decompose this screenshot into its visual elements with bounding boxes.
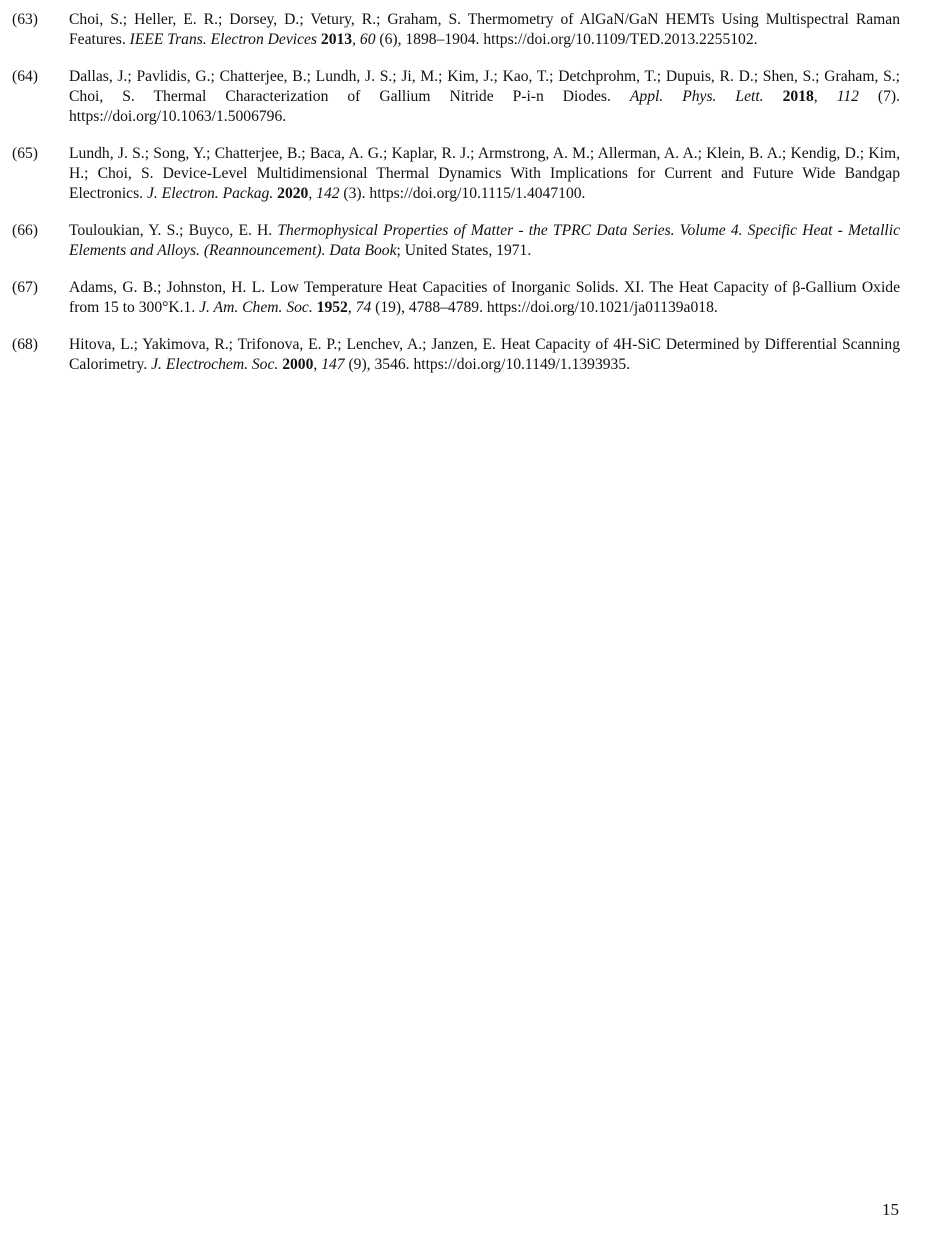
reference-number: (68): [12, 336, 38, 353]
reference-title: Thermophysical Properties of Matter - the TPRC Data Series. Volume 4. Specific Heat - Metallic Elements and Alloys. (Reannouncement). Data Book: [69, 222, 900, 259]
reference-issue: (6),: [375, 31, 406, 48]
reference-number: (63): [12, 11, 38, 28]
reference-authors: Adams, G. B.; Johnston, H. L.: [69, 279, 266, 296]
reference-authors: Dallas, J.; Pavlidis, G.; Chatterjee, B.; Lundh, J. S.; Ji, M.; Kim, J.; Kao, T.; Detchprohm, T.; Dupuis, R. D.; Shen, S.; Graham, S.; Choi, S.: [69, 68, 900, 105]
reference-issue: (19),: [371, 299, 409, 316]
reference-number: (66): [12, 222, 38, 239]
reference-issue: (7).: [858, 88, 900, 105]
reference-authors: Touloukian, Y. S.; Buyco, E. H.: [69, 222, 278, 239]
reference-year: 2000: [282, 356, 314, 373]
reference-doi-link[interactable]: https://doi.org/10.1109/TED.2013.2255102.: [483, 31, 758, 48]
reference-authors: Lundh, J. S.; Song, Y.; Chatterjee, B.; Baca, A. G.; Kaplar, R. J.; Armstrong, A. M.; Allerman, A. A.; Klein, B. A.; Kendig, D.; Kim, H.; Choi, S.: [69, 145, 900, 182]
reference-volume: 112: [836, 88, 859, 105]
reference-doi-link[interactable]: https://doi.org/10.1021/ja01139a018.: [486, 299, 718, 316]
reference-number: (64): [12, 68, 38, 85]
reference-year: 2020: [277, 185, 309, 202]
reference-item: (65) Lundh, J. S.; Song, Y.; Chatterjee, B.; Baca, A. G.; Kaplar, R. J.; Armstrong, A. M.; Allerman, A. A.; Klein, B. A.; Kendig, D.; Kim, H.; Choi, S. Device-Level Multidimensional Thermal Dynamics With Implications for Current and Future Wide Bandgap Electronics. J. Electron. Packag. 2020, 142 (3). https://doi.org/10.1115/1.4047100.: [12, 145, 900, 202]
reference-item: (68) Hitova, L.; Yakimova, R.; Trifonova, E. P.; Lenchev, A.; Janzen, E. Heat Capacity of 4H-SiC Determined by Differential Scanning Calorimetry. J. Electrochem. Soc. 2000, 147 (9), 3546. https://doi.org/10.1149/1.1393935.: [12, 336, 900, 373]
reference-publisher: ; United States, 1971.: [396, 242, 532, 259]
reference-volume: 147: [321, 356, 345, 373]
reference-doi-link[interactable]: https://doi.org/10.1115/1.4047100.: [369, 185, 586, 202]
reference-title: Thermometry of AlGaN/GaN HEMTs Using Multispectral Raman Features.: [69, 11, 900, 48]
reference-item: [12, 221, 900, 261]
reference-item: (63) Choi, S.; Heller, E. R.; Dorsey, D.; Vetury, R.; Graham, S. Thermometry of AlGaN/GaN HEMTs Using Multispectral Raman Features. IEEE Trans. Electron Devices 2013, 60 (6), 1898–1904. https://doi.org/10.1109/TED.2013.2255102.: [12, 11, 900, 48]
reference-item: (64) Dallas, J.; Pavlidis, G.; Chatterjee, B.; Lundh, J. S.; Ji, M.; Kim, J.; Kao, T.; Detchprohm, T.; Dupuis, R. D.; Shen, S.; Graham, S.; Choi, S. Thermal Characterization of Gallium Nitride P-i-n Diodes. Appl. Phys. Lett. 2018, 112 (7). https://doi.org/10.1063/1.5006796.: [12, 68, 900, 125]
reference-journal: J. Am. Chem. Soc.: [199, 299, 313, 316]
reference-journal: J. Electron. Packag.: [146, 185, 274, 202]
reference-item: (67) Adams, G. B.; Johnston, H. L. Low Temperature Heat Capacities of Inorganic Solids. XI. The Heat Capacity of β-Gallium Oxide from 15 to 300°K.1. J. Am. Chem. Soc. 1952, 74 (19), 4788–4789. https://doi.org/10.1021/ja01139a018.: [12, 279, 901, 316]
reference-journal: Appl. Phys. Lett.: [629, 88, 764, 105]
page-number: 15: [882, 1200, 899, 1219]
reference-title: Device-Level Multidimensional Thermal Dynamics With Implications for Current and Future Wide Bandgap Electronics.: [69, 165, 900, 202]
reference-volume: 74: [355, 299, 372, 316]
reference-year: 2013: [320, 31, 353, 48]
reference-year: 1952: [316, 299, 348, 316]
reference-year: 2018: [782, 88, 814, 105]
reference-doi-link[interactable]: https://doi.org/10.1063/1.5006796.: [69, 108, 287, 125]
reference-issue: (9),: [344, 356, 375, 373]
reference-issue: (3).: [339, 185, 370, 202]
reference-volume: 142: [316, 185, 340, 202]
reference-number: (65): [12, 145, 38, 162]
reference-volume: 60: [359, 31, 376, 48]
reference-authors: Choi, S.; Heller, E. R.; Dorsey, D.; Vetury, R.; Graham, S.: [69, 11, 462, 28]
reference-number: (67): [12, 279, 38, 296]
reference-title: Thermal Characterization of Gallium Nitride P-i-n Diodes.: [134, 88, 630, 105]
reference-doi-link[interactable]: https://doi.org/10.1149/1.1393935.: [413, 356, 631, 373]
reference-journal: IEEE Trans. Electron Devices: [129, 31, 317, 48]
reference-authors: Hitova, L.; Yakimova, R.; Trifonova, E. P.; Lenchev, A.; Janzen, E.: [69, 336, 496, 353]
reference-title: Heat Capacity of 4H-SiC Determined by Differential Scanning Calorimetry.: [69, 336, 900, 373]
reference-list: [12, 10, 900, 392]
reference-journal: J. Electrochem. Soc.: [151, 356, 279, 373]
reference-pages: 3546.: [374, 356, 414, 373]
reference-pages: 4788–4789.: [408, 299, 487, 316]
reference-title: Low Temperature Heat Capacities of Inorganic Solids. XI. The Heat Capacity of β-Gallium Oxide from 15 to 300°K.1.: [69, 279, 901, 316]
reference-pages: 1898–1904.: [405, 31, 484, 48]
